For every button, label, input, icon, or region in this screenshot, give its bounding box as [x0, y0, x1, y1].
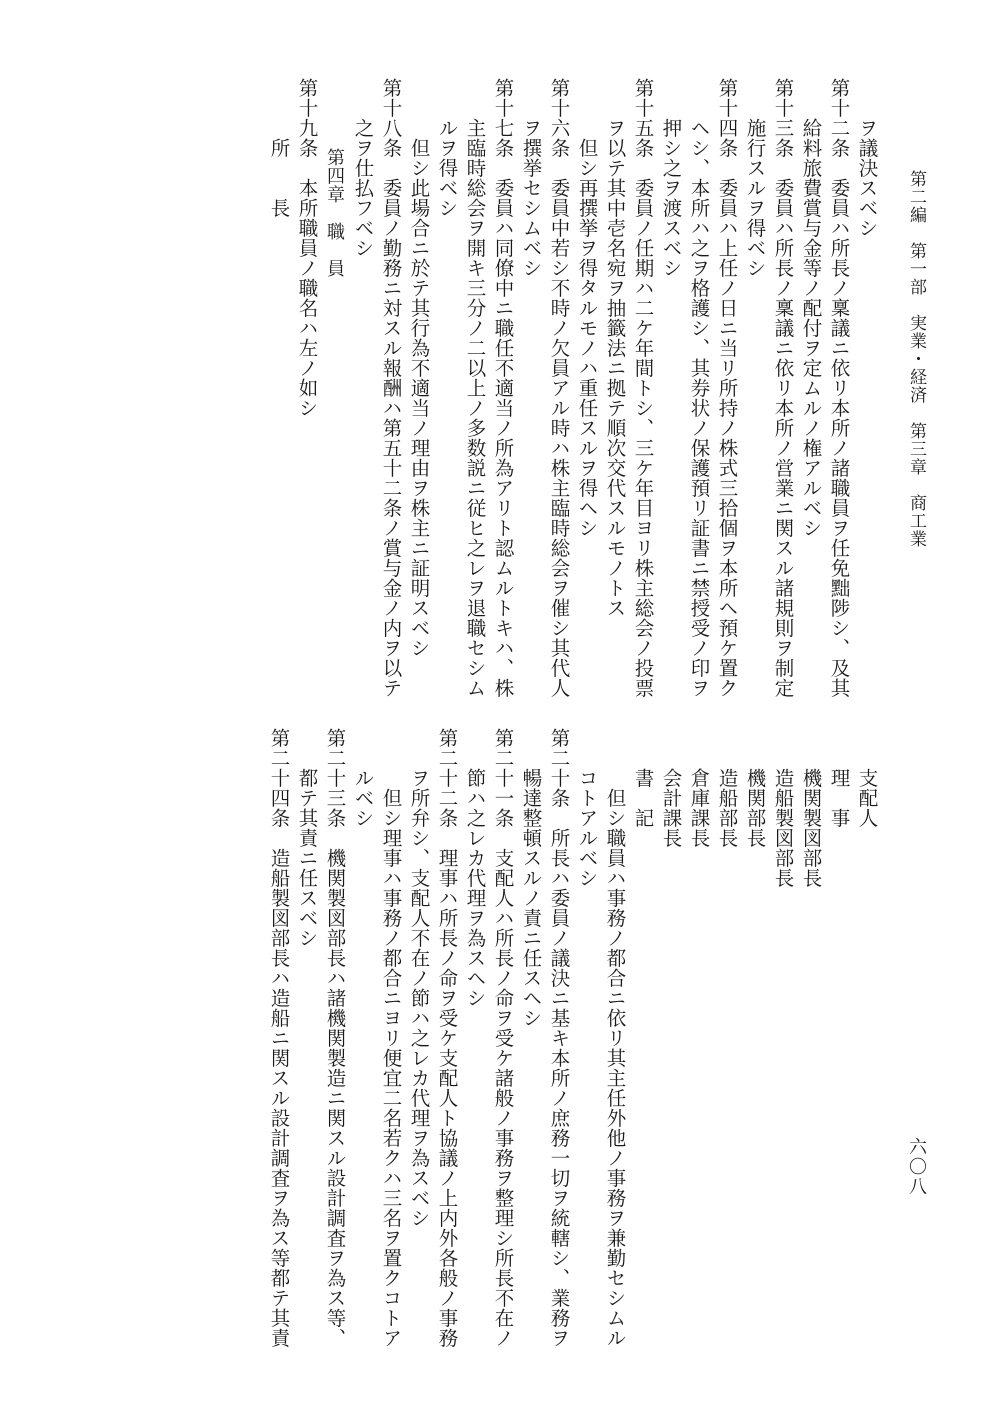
list-item: 造船部長 [715, 768, 739, 848]
list-item: 支配人 [855, 768, 879, 828]
text-line: 節ハ之レカ代理ヲ為スヘシ [463, 768, 487, 1008]
text-line: 主臨時総会ヲ開キ三分ノ二以上ノ多数説ニ従ヒ之レヲ退職セシム [463, 118, 487, 698]
text-line: ヘシ、本所ハ之ヲ格護シ、其券状ノ保護預リ証書ニ禁授受ノ印ヲ [687, 118, 711, 698]
running-header: 第二編 第一部 実業・経済 第三章 商工業 [906, 170, 926, 548]
article-12: 第十二条 委員ハ所長ノ稟議ニ依リ本所ノ諸職員ヲ任免黜陟シ、及其 [827, 78, 851, 698]
article-15: 第十五条 委員ノ任期ハ二ケ年間トシ、三ケ年目ヨリ株主総会ノ投票 [631, 78, 655, 698]
text-line: 暢達整頓スルノ責ニ任スヘシ [519, 768, 543, 1028]
text-line: ヲ所弁シ、支配人不在ノ節ハ之レカ代理ヲ為スベシ [407, 768, 431, 1228]
article-20: 第二十条 所長ハ委員ノ議決ニ基キ本所ノ庶務一切ヲ統轄シ、業務ヲ [547, 728, 571, 1348]
text-line: ルヲ得ベシ [435, 118, 459, 218]
article-16: 第十六条 委員中若シ不時ノ欠員アル時ハ株主臨時総会ヲ催シ其代人 [547, 78, 571, 698]
text-line: 所 長 [267, 138, 291, 218]
list-item: 書 記 [631, 768, 655, 828]
text-line: 但シ職員ハ事務ノ都合ニ依リ其主任外他ノ事務ヲ兼勤セシムル [603, 788, 627, 1348]
text-line: 之ヲ仕払フベシ [351, 118, 375, 258]
text-line: 但シ理事ハ事務ノ都合ニヨリ便宜二名若クハ三名ヲ置クコトア [379, 788, 403, 1348]
text-line: 都テ其責ニ任スベシ [295, 768, 319, 948]
list-item: 機関部長 [743, 768, 767, 848]
chapter-heading: 第四章 職 員 [324, 148, 345, 278]
list-item: 機関製図部長 [799, 768, 823, 888]
list-item: 会計課長 [659, 768, 683, 848]
article-14: 第十四条 委員ハ上任ノ日ニ当リ所持ノ株式三拾個ヲ本所ヘ預ケ置ク [715, 78, 739, 698]
article-13: 第十三条 委員ハ所長ノ稟議ニ依リ本所ノ営業ニ関スル諸規則ヲ制定 [771, 78, 795, 698]
text-line: ヲ撰挙セシムベシ [519, 118, 543, 278]
article-21: 第二十一条 支配人ハ所長ノ命ヲ受ケ諸般ノ事務ヲ整理シ所長不在ノ [491, 728, 515, 1348]
article-18: 第十八条 委員ノ勤務ニ対スル報酬ハ第五十二条ノ賞与金ノ内ヲ以テ [379, 78, 403, 698]
article-22: 第二十二条 理事ハ所長ノ命ヲ受ケ支配人ト協議ノ上内外各般ノ事務 [435, 728, 459, 1348]
text-line: 但シ再撰挙ヲ得タルモノハ重任スルヲ得ヘシ [575, 138, 599, 538]
article-24: 第二十四条 造船製図部長ハ造船ニ関スル設計調査ヲ為ス等都テ其責 [267, 728, 291, 1348]
text-line: ヲ以テ其中壱名宛ヲ抽籤法ニ拠テ順次交代スルモノトス [603, 118, 627, 618]
text-line: ヲ議決スベシ [855, 118, 879, 238]
text-line: コトアルベシ [575, 768, 599, 888]
article-17: 第十七条 委員ハ同僚中ニ職任不適当ノ所為アリト認ムルトキハ、株 [491, 78, 515, 698]
text-line: ルベシ [351, 768, 375, 828]
text-line: 但シ此場合ニ於テ其行為不適当ノ理由ヲ株主ニ証明スベシ [407, 138, 431, 658]
text-line: 押シ之ヲ渡スベシ [659, 118, 683, 278]
page-number: 六〇八 [906, 1137, 927, 1197]
list-item: 造船製図部長 [771, 768, 795, 888]
article-23: 第二十三条 機関製図部長ハ諸機関製造ニ関スル設計調査ヲ為ス等、 [323, 728, 347, 1348]
list-item: 理 事 [827, 768, 851, 828]
text-line: 施行スルヲ得ベシ [743, 118, 767, 278]
article-19: 第十九条 本所職員ノ職名ハ左ノ如シ [295, 78, 319, 418]
list-item: 倉庫課長 [687, 768, 711, 848]
text-line: 給料旅費賞与金等ノ配付ヲ定ムルノ権アルベシ [799, 118, 823, 538]
